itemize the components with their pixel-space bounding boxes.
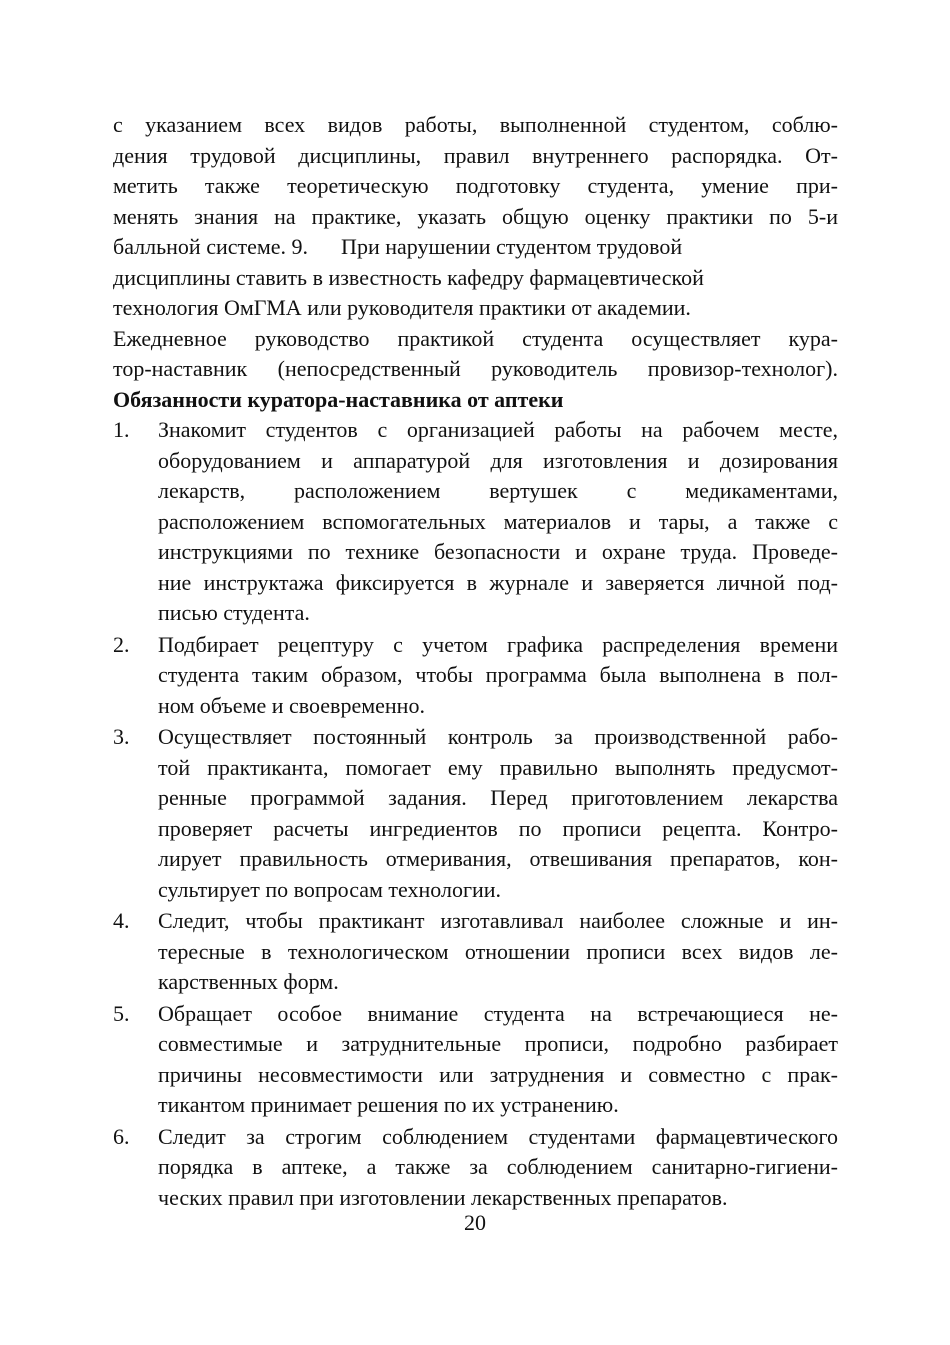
text-line: ренные программой задания. Перед приготовлением лекарства (158, 785, 838, 810)
list-item-number: 1. (113, 417, 130, 442)
list-item-number: 2. (113, 631, 130, 657)
list-item (113, 999, 838, 1121)
page-number: 20 (464, 1210, 486, 1235)
text-line: тересные в технологическом отношении прописи всех видов ле- (158, 938, 838, 964)
duties-list (113, 415, 838, 1213)
text-line: Осуществляет постоянный контроль за производственной рабо- (158, 724, 838, 749)
list-item (113, 630, 838, 722)
list-item-number: 6. (113, 1123, 130, 1149)
text-line: Следит, чтобы практикант изготавливал наиболее сложные и ин- (158, 908, 838, 933)
list-item (113, 906, 838, 998)
text-line: расположением вспомогательных материалов и тары, а также с (158, 508, 838, 534)
text-line: совместимые и затруднительные прописи, подробно разбирает (158, 1031, 838, 1056)
text-line: Подбирает рецептуру с учетом графика распределения времени (158, 631, 838, 657)
text-line: студента таким образом, чтобы программа была выполнена в пол- (158, 662, 838, 687)
text-line: дения трудовой дисциплины, правил внутреннего распорядка. От- (113, 142, 838, 168)
text-line: оборудованием и аппаратурой для изготовления и дозирования (158, 447, 838, 473)
page-body (113, 110, 838, 1213)
text-line: Следит за строгим соблюдением студентами фармацевтического (158, 1123, 838, 1149)
text-line: сультирует по вопросам технологии. (158, 876, 502, 902)
text-line: ном объеме и своевременно. (158, 692, 425, 718)
text-line: писью студента. (158, 600, 310, 625)
text-line: дисциплины ставить в известность кафедру фармацевтической (113, 264, 704, 290)
text-line: той практиканта, помогает ему правильно выполнять предусмот- (158, 754, 838, 780)
text-line: инструкциями по технике безопасности и охране труда. Проведе- (158, 539, 838, 564)
list-item-number: 5. (113, 1000, 130, 1026)
intro-paragraph (113, 110, 838, 385)
list-item (113, 722, 838, 905)
text-line: лирует правильность отмеривания, отвешивания препаратов, кон- (158, 846, 838, 871)
text-line: ние инструктажа фиксируется в журнале и заверяется личной под- (158, 569, 838, 595)
text-line: технология ОмГМА или руководителя практики от академии. (113, 295, 691, 320)
section-title: Обязанности куратора-наставника от аптеки (113, 386, 564, 412)
text-line: Ежедневное руководство практикой студента осуществляет кура- (113, 325, 838, 351)
text-line: тор-наставник (непосредственный руководитель провизор-технолог). (113, 356, 838, 381)
list-item (113, 1122, 838, 1214)
text-line: тикантом принимает решения по их устранению. (158, 1092, 619, 1117)
text-line: причины несовместимости или затруднения и совместно с прак- (158, 1061, 838, 1087)
text-line: метить также теоретическую подготовку студента, умение при- (113, 173, 838, 198)
text-line: ческих правил при изготовлении лекарственных препаратов. (158, 1184, 728, 1210)
text-line: Знакомит студентов с организацией работы на рабочем месте, (158, 417, 838, 442)
text-line: карственных форм. (158, 969, 339, 994)
text-line: порядка в аптеке, а также за соблюдением санитарно-гигиени- (158, 1154, 838, 1179)
list-item-number: 3. (113, 724, 130, 749)
list-item-number: 4. (113, 908, 130, 933)
text-line: с указанием всех видов работы, выполненной студентом, соблю- (113, 112, 838, 137)
text-line: проверяет расчеты ингредиентов по прописи рецепта. Контро- (158, 815, 838, 841)
text-line: балльной системе. 9. При нарушении студентом трудовой (113, 234, 683, 259)
text-line: Обращает особое внимание студента на встречающиеся не- (158, 1000, 838, 1026)
text-line: лекарств, расположением вертушек с медикаментами, (158, 478, 838, 503)
text-line: менять знания на практике, указать общую оценку практики по 5-и (113, 203, 838, 229)
list-item (113, 415, 838, 629)
